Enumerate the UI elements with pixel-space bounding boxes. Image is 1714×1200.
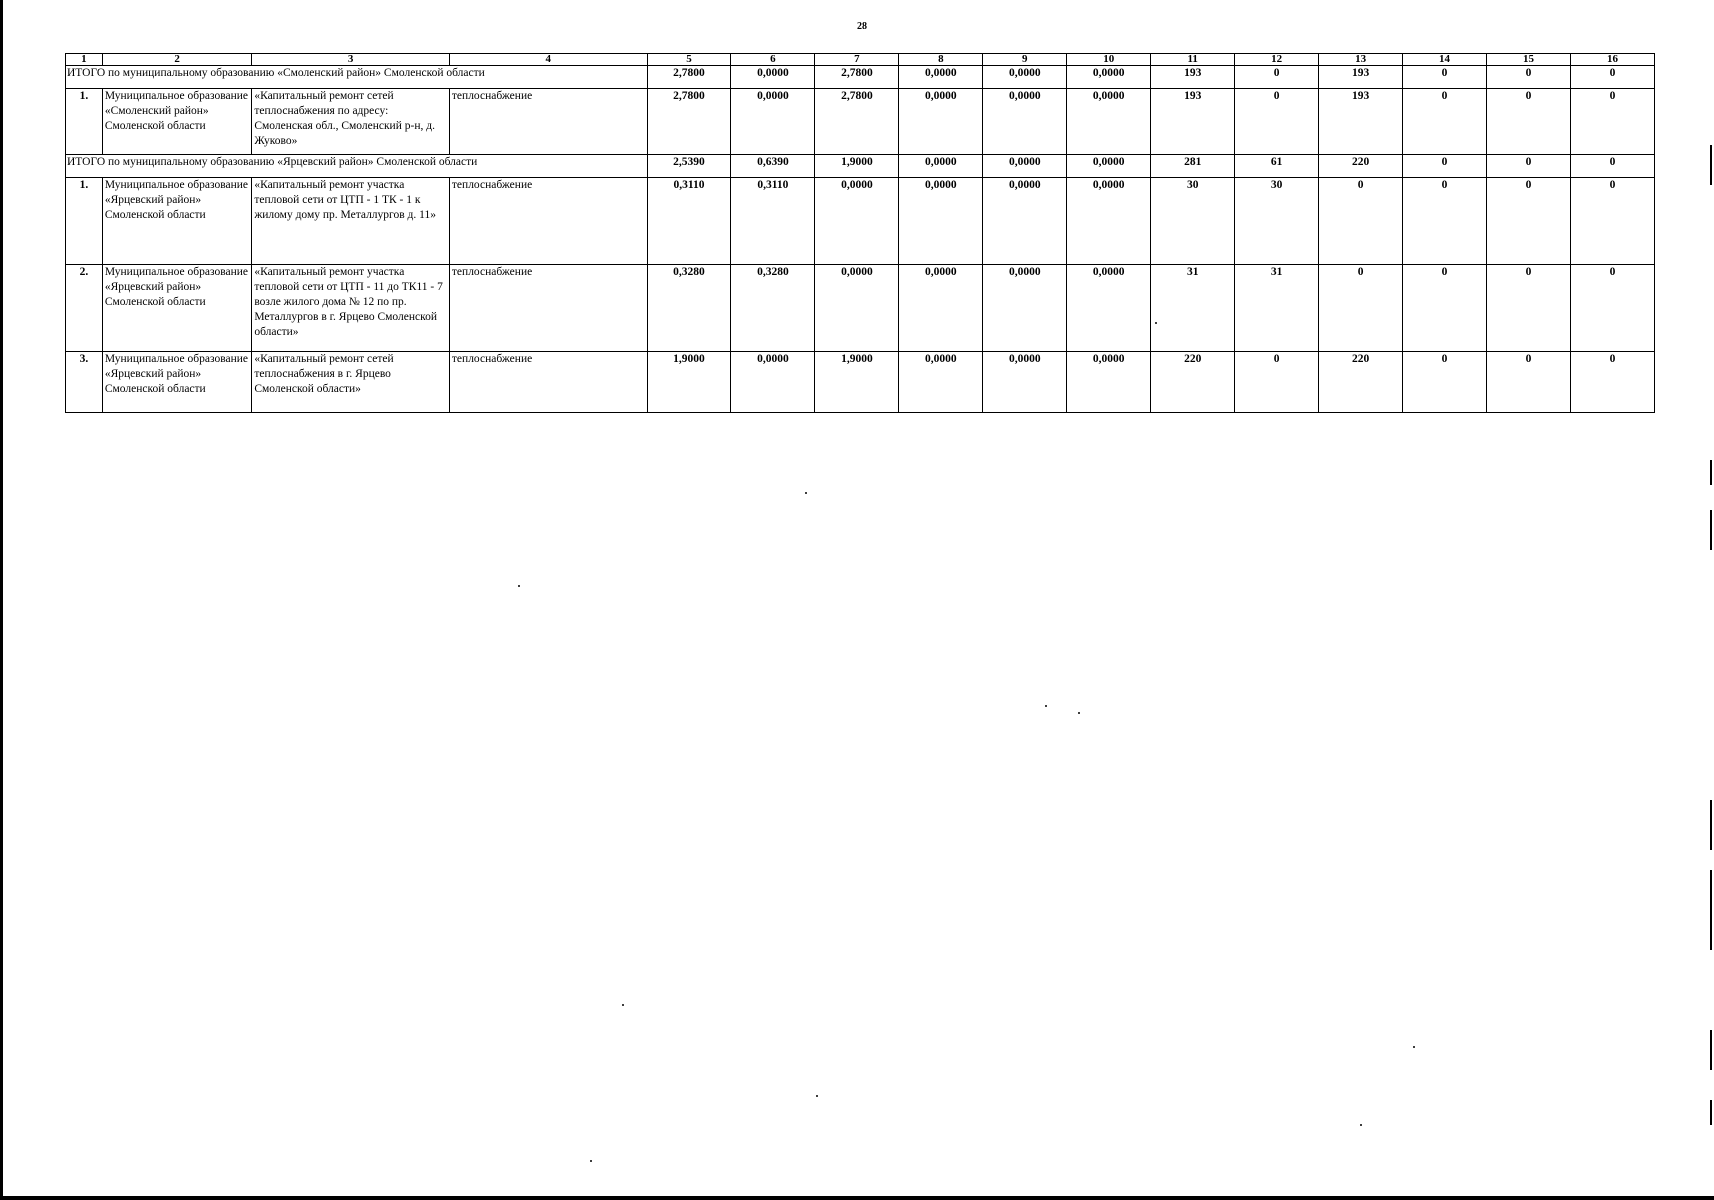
type-cell: теплоснабжение xyxy=(449,352,647,413)
scan-border-left xyxy=(0,0,3,1200)
scan-edge-mark xyxy=(1710,510,1712,550)
value-cell: 0 xyxy=(1235,352,1319,413)
value-cell: 0 xyxy=(1570,178,1654,265)
scan-speck xyxy=(622,1004,624,1006)
page-number: 28 xyxy=(857,21,867,32)
column-number: 2 xyxy=(102,54,251,66)
value-cell: 30 xyxy=(1151,178,1235,265)
scan-speck xyxy=(805,492,807,494)
row-index: 1. xyxy=(66,89,103,155)
total-cell: 0,6390 xyxy=(731,155,815,178)
total-cell: 193 xyxy=(1151,66,1235,89)
value-cell: 0 xyxy=(1570,89,1654,155)
scan-edge-mark xyxy=(1710,460,1712,485)
section-total-row xyxy=(66,66,1655,89)
column-number: 7 xyxy=(815,54,899,66)
total-cell: 0 xyxy=(1235,66,1319,89)
total-cell: 193 xyxy=(1319,66,1403,89)
value-cell: 0,3110 xyxy=(731,178,815,265)
value-cell: 0 xyxy=(1235,89,1319,155)
value-cell: 0,0000 xyxy=(899,89,983,155)
type-cell: теплоснабжение xyxy=(449,178,647,265)
total-cell: 61 xyxy=(1235,155,1319,178)
total-cell: 0,0000 xyxy=(899,155,983,178)
scan-speck xyxy=(1155,322,1157,324)
entity-cell: Муниципальное образование «Смоленский район» Смоленской области xyxy=(102,89,251,155)
total-cell: 1,9000 xyxy=(815,155,899,178)
total-cell: 220 xyxy=(1319,155,1403,178)
value-cell: 0,0000 xyxy=(899,352,983,413)
value-cell: 0 xyxy=(1319,265,1403,352)
scan-edge-mark xyxy=(1710,145,1712,185)
value-cell: 2,7800 xyxy=(815,89,899,155)
value-cell: 0 xyxy=(1487,265,1571,352)
value-cell: 0,0000 xyxy=(1067,89,1151,155)
value-cell: 0,0000 xyxy=(815,178,899,265)
total-cell: 0,0000 xyxy=(983,66,1067,89)
column-number: 13 xyxy=(1319,54,1403,66)
value-cell: 0,3110 xyxy=(647,178,731,265)
total-cell: 0 xyxy=(1487,155,1571,178)
column-number-header-row xyxy=(66,54,1655,66)
column-number: 11 xyxy=(1151,54,1235,66)
column-number: 1 xyxy=(66,54,103,66)
value-cell: 193 xyxy=(1319,89,1403,155)
value-cell: 220 xyxy=(1319,352,1403,413)
value-cell: 0,0000 xyxy=(983,352,1067,413)
table-row xyxy=(66,265,1655,352)
value-cell: 0 xyxy=(1487,89,1571,155)
scan-speck xyxy=(1045,705,1047,707)
value-cell: 0,0000 xyxy=(899,178,983,265)
value-cell: 0,0000 xyxy=(731,352,815,413)
value-cell: 0 xyxy=(1487,178,1571,265)
scan-edge-mark xyxy=(1710,1030,1712,1070)
total-cell: 0,0000 xyxy=(983,155,1067,178)
value-cell: 1,9000 xyxy=(647,352,731,413)
total-cell: 0 xyxy=(1570,66,1654,89)
total-cell: 2,7800 xyxy=(647,66,731,89)
investment-program-table xyxy=(65,53,1655,413)
scan-speck xyxy=(1413,1046,1415,1048)
scan-edge-mark xyxy=(1710,800,1712,850)
entity-cell: Муниципальное образование «Ярцевский район» Смоленской области xyxy=(102,352,251,413)
section-total-row xyxy=(66,155,1655,178)
object-cell: «Капитальный ремонт участка тепловой сети от ЦТП - 1 ТК - 1 к жилому дому пр. Металлургов д. 11» xyxy=(252,178,450,265)
value-cell: 0,0000 xyxy=(1067,352,1151,413)
column-number: 4 xyxy=(449,54,647,66)
section-total-title: ИТОГО по муниципальному образованию «Смоленский район» Смоленской области xyxy=(66,66,648,89)
value-cell: 2,7800 xyxy=(647,89,731,155)
value-cell: 0 xyxy=(1403,265,1487,352)
row-index: 1. xyxy=(66,178,103,265)
column-number: 15 xyxy=(1487,54,1571,66)
column-number: 6 xyxy=(731,54,815,66)
column-number: 16 xyxy=(1570,54,1654,66)
scan-border-bottom xyxy=(0,1196,1714,1200)
type-cell: теплоснабжение xyxy=(449,89,647,155)
total-cell: 0 xyxy=(1487,66,1571,89)
object-cell: «Капитальный ремонт участка тепловой сети от ЦТП - 11 до ТК11 - 7 возле жилого дома № 12 по пр. Металлургов в г. Ярцево Смоленской области» xyxy=(252,265,450,352)
value-cell: 31 xyxy=(1151,265,1235,352)
object-cell: «Капитальный ремонт сетей теплоснабжения в г. Ярцево Смоленской области» xyxy=(252,352,450,413)
value-cell: 0,3280 xyxy=(647,265,731,352)
column-number: 12 xyxy=(1235,54,1319,66)
scan-speck xyxy=(590,1160,592,1162)
value-cell: 0,0000 xyxy=(899,265,983,352)
value-cell: 0 xyxy=(1570,352,1654,413)
value-cell: 193 xyxy=(1151,89,1235,155)
entity-cell: Муниципальное образование «Ярцевский район» Смоленской области xyxy=(102,265,251,352)
scan-edge-mark xyxy=(1710,1100,1712,1125)
value-cell: 0,0000 xyxy=(983,178,1067,265)
column-number: 9 xyxy=(983,54,1067,66)
total-cell: 0,0000 xyxy=(1067,155,1151,178)
value-cell: 0 xyxy=(1403,89,1487,155)
column-number: 8 xyxy=(899,54,983,66)
value-cell: 0,0000 xyxy=(815,265,899,352)
section-total-title: ИТОГО по муниципальному образованию «Ярцевский район» Смоленской области xyxy=(66,155,648,178)
table-row xyxy=(66,352,1655,413)
value-cell: 0 xyxy=(1319,178,1403,265)
total-cell: 0 xyxy=(1403,155,1487,178)
value-cell: 0 xyxy=(1403,178,1487,265)
scan-edge-mark xyxy=(1710,870,1712,950)
row-index: 2. xyxy=(66,265,103,352)
object-cell: «Капитальный ремонт сетей теплоснабжения по адресу: Смоленская обл., Смоленский р-н, д. Жуково» xyxy=(252,89,450,155)
scan-speck xyxy=(1360,1124,1362,1126)
value-cell: 30 xyxy=(1235,178,1319,265)
column-number: 14 xyxy=(1403,54,1487,66)
total-cell: 0 xyxy=(1403,66,1487,89)
value-cell: 1,9000 xyxy=(815,352,899,413)
entity-cell: Муниципальное образование «Ярцевский район» Смоленской области xyxy=(102,178,251,265)
scan-speck xyxy=(816,1095,818,1097)
total-cell: 0,0000 xyxy=(899,66,983,89)
total-cell: 2,5390 xyxy=(647,155,731,178)
value-cell: 0,0000 xyxy=(731,89,815,155)
scan-speck xyxy=(518,585,520,587)
value-cell: 0,3280 xyxy=(731,265,815,352)
row-index: 3. xyxy=(66,352,103,413)
value-cell: 0,0000 xyxy=(983,89,1067,155)
type-cell: теплоснабжение xyxy=(449,265,647,352)
total-cell: 0,0000 xyxy=(1067,66,1151,89)
column-number: 3 xyxy=(252,54,450,66)
total-cell: 0,0000 xyxy=(731,66,815,89)
total-cell: 2,7800 xyxy=(815,66,899,89)
total-cell: 0 xyxy=(1570,155,1654,178)
column-number: 5 xyxy=(647,54,731,66)
scan-speck xyxy=(1078,712,1080,714)
value-cell: 0 xyxy=(1403,352,1487,413)
value-cell: 220 xyxy=(1151,352,1235,413)
value-cell: 0 xyxy=(1570,265,1654,352)
value-cell: 0,0000 xyxy=(1067,265,1151,352)
value-cell: 0,0000 xyxy=(1067,178,1151,265)
column-number: 10 xyxy=(1067,54,1151,66)
value-cell: 31 xyxy=(1235,265,1319,352)
table-row xyxy=(66,89,1655,155)
value-cell: 0,0000 xyxy=(983,265,1067,352)
value-cell: 0 xyxy=(1487,352,1571,413)
total-cell: 281 xyxy=(1151,155,1235,178)
table-row xyxy=(66,178,1655,265)
